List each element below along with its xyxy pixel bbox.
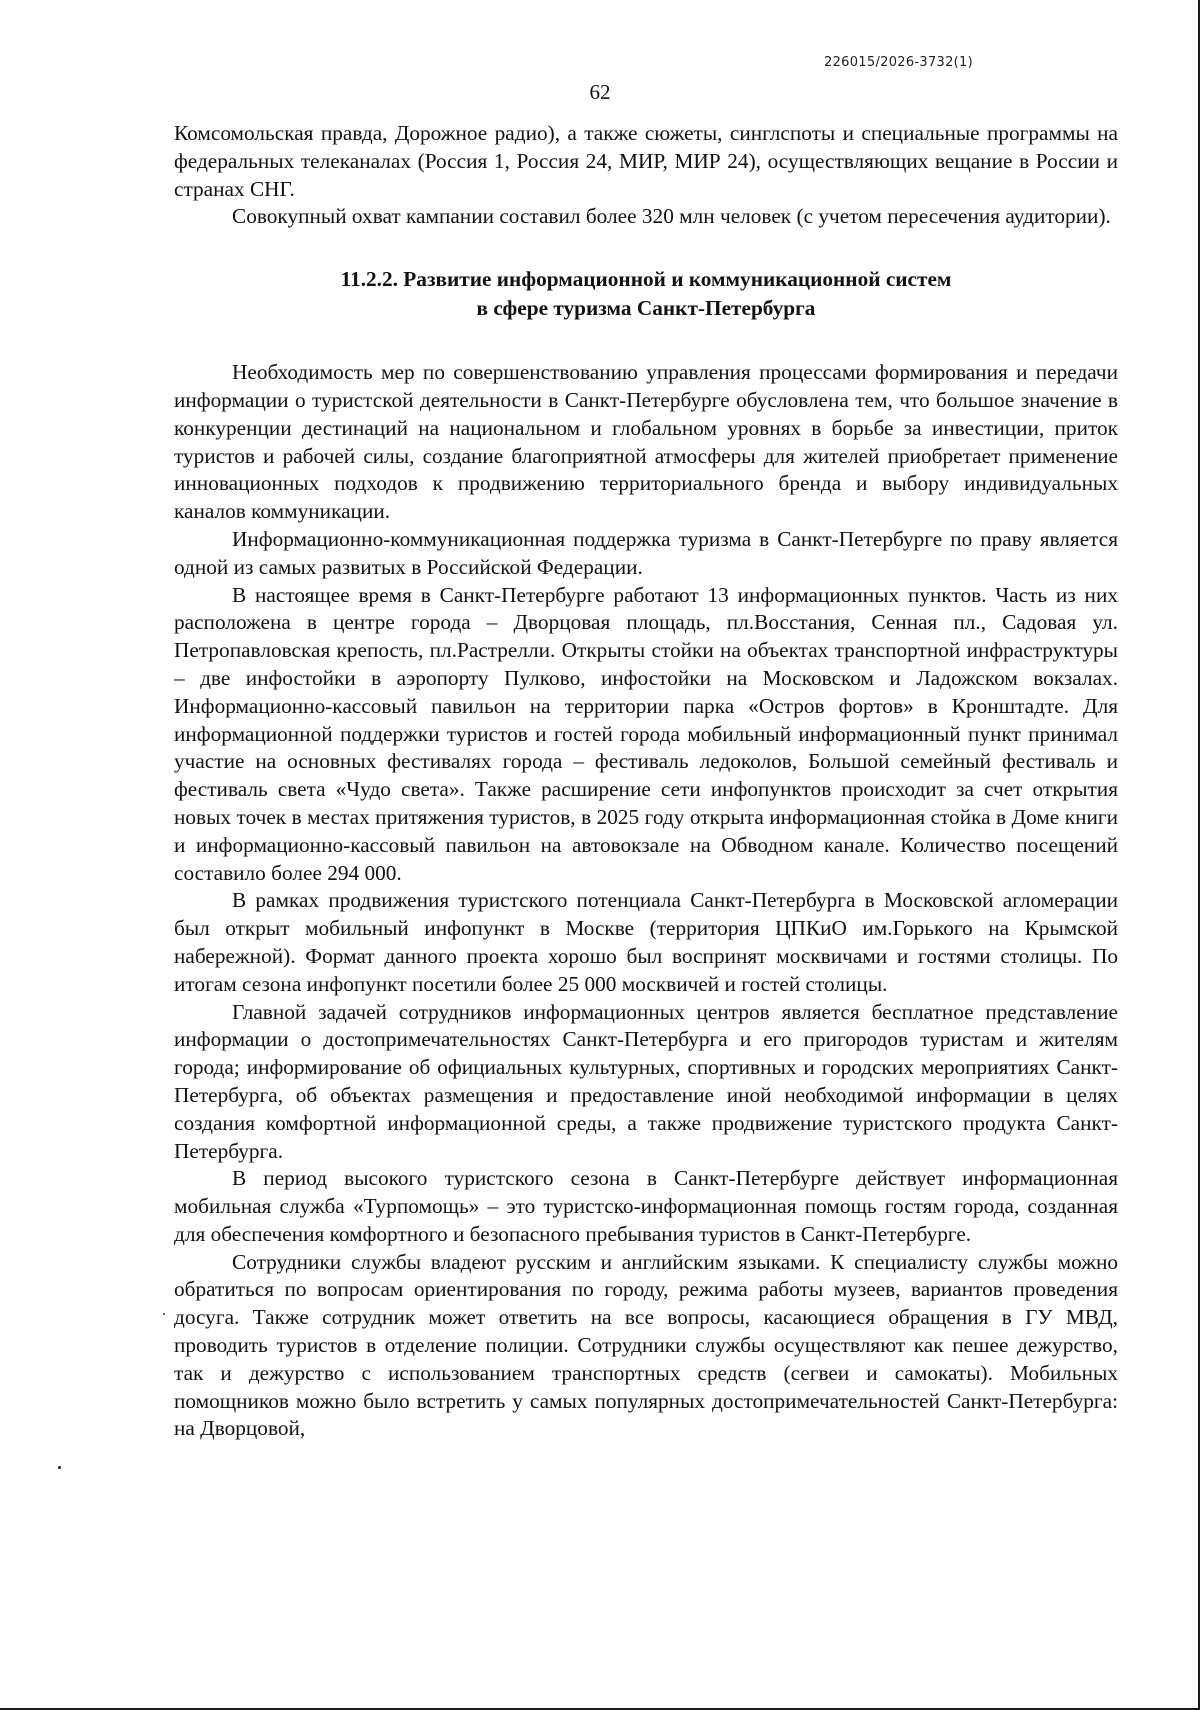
paragraph-info-points: В настоящее время в Санкт-Петербурге работают 13 информационных пунктов. Часть из них расположена в центре города – Дворцовая площадь, пл.Восстания, Сенная пл., Садовая ул. Петропавловская крепость, пл.Растрелли. Открыты стойки на объектах транспортной инфраструктуры – две инфостойки в аэропорту Пулково, инфостойки на Московском и Ладожском вокзалах. Информационно-кассовый павильон на территории парка «Остров фортов» в Кронштадте. Для информационной поддержки туристов и гостей города мобильный информационный пункт принимал участие на основных фестивалях города – фестиваль ледоколов, Большой семейный фестиваль и фестиваль света «Чудо света». Также расширение сети инфопунктов происходит за счет открытия новых точек в местах притяжения туристов, в 2025 году открыта информационная стойка в Доме книги и информационно-кассовый павильон на автовокзале на Обводном канале. Количество посещений составило более 294 000.	[174, 582, 1118, 885]
paragraph-staff-languages: Сотрудники службы владеют русским и английским языками. К специалисту службы можно обратиться по вопросам ориентирования по городу, режима работы музеев, вариантов проведения досуга. Также сотрудник может ответить на все вопросы, касающиеся обращения в ГУ МВД, проводить туристов в отделение полиции. Сотрудники службы осуществляют как пешее дежурство, так и дежурство с использованием транспортных средств (сегвеи и самокаты). Мобильных помощников можно было встретить у самых популярных достопримечательностей Санкт-Петербурга: на Дворцовой,	[174, 1249, 1118, 1441]
section-heading-line-2: в сфере туризма Санкт-Петербурга	[476, 296, 816, 321]
paragraph-main-task: Главной задачей сотрудников информационных центров является бесплатное представление информации о достопримечательностях Санкт-Петербурга и его пригородов туристам и жителям города; информирование об официальных культурных, спортивных и городских мероприятиях Санкт-Петербурга, об объектах размещения и предоставление иной необходимой информации в целях создания комфортной информационной среды, а также продвижение туристского продукта Санкт-Петербурга.	[174, 999, 1118, 1163]
paragraph-need-for-measures: Необходимость мер по совершенствованию управления процессами формирования и передачи информации о туристской деятельности в Санкт-Петербурге обусловлена тем, что большое значение в конкуренции дестинаций на национальном и глобальном уровнях в борьбе за инвестиции, приток туристов и рабочей силы, создание благоприятной атмосферы для жителей приобретает применение инновационных подходов к продвижению территориального бренда и выбору индивидуальных каналов коммуникации.	[174, 360, 1118, 524]
paragraph-campaign-reach: Совокупный охват кампании составил более 320 млн человек (с учетом пересечения аудитории).	[232, 204, 1111, 229]
page-number: 62	[589, 80, 611, 104]
scan-speck	[163, 1313, 165, 1315]
scan-speck	[58, 1466, 61, 1469]
document-body	[174, 120, 1118, 1443]
paragraph-info-support: Информационно-коммуникационная поддержка туризма в Санкт-Петербурге по праву является одной из самых развитых в Российской Федерации.	[174, 526, 1118, 579]
paragraph-turpomosch: В период высокого туристского сезона в Санкт-Петербурге действует информационная мобильная служба «Турпомощь» – это туристско-информационная помощь гостям города, созданная для обеспечения комфортного и безопасного пребывания туристов в Санкт-Петербурге.	[174, 1166, 1118, 1246]
paragraph-moscow-infopoint: В рамках продвижения туристского потенциала Санкт-Петербурга в Московской агломерации был открыт мобильный инфопункт в Москве (территория ЦПКиО им.Горького на Крымской набережной). Формат данного проекта хорошо был воспринят москвичами и гостями столицы. По итогам сезона инфопункт посетили более 25 000 москвичей и гостей столицы.	[174, 888, 1118, 996]
paragraph-continuation: Комсомольская правда, Дорожное радио), а также сюжеты, синглспоты и специальные программы на федеральных телеканалах (Россия 1, Россия 24, МИР, МИР 24), осуществляющих вещание в России и странах СНГ.	[174, 121, 1118, 201]
document-registration-number: 226015/2026-3732(1)	[824, 55, 973, 70]
section-heading-line-1: 11.2.2. Развитие информационной и коммуникационной систем	[340, 267, 952, 292]
section-heading	[174, 265, 1118, 323]
